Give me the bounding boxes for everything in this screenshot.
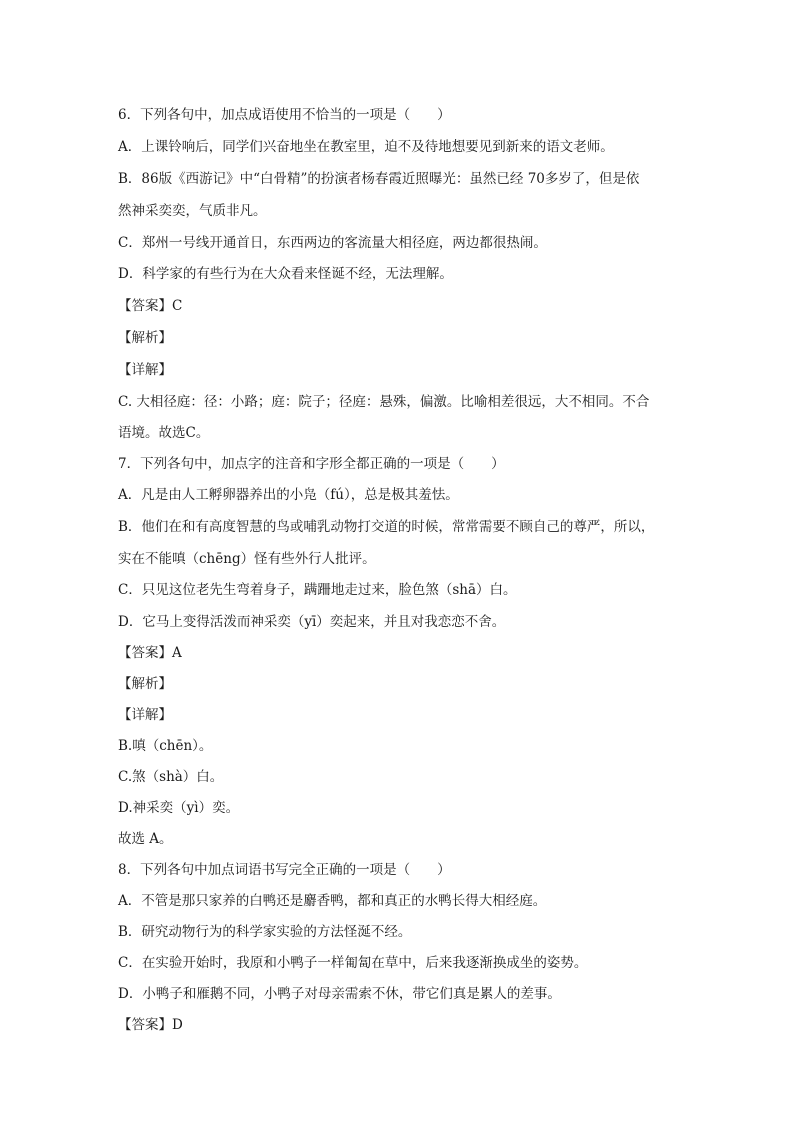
question-7-answer: 【答案】A <box>118 645 182 661</box>
question-6-stem: 6．下列各句中，加点成语使用不恰当的一项是（ ） <box>118 107 451 123</box>
question-7-option-b-line-2: 实在不能嗔（chēng）怪有些外行人批评。 <box>118 551 376 567</box>
question-7-stem: 7．下列各句中，加点字的注音和字形全都正确的一项是（ ） <box>118 456 505 472</box>
question-8-option-c: C．在实验开始时，我原和小鸭子一样匍匐在草中，后来我逐渐换成坐的姿势。 <box>118 955 588 971</box>
question-8-answer: 【答案】D <box>118 1017 183 1033</box>
question-7-explanation-d: D.神采奕（yì）奕。 <box>118 800 240 816</box>
question-6-option-c: C．郑州一号线开通首日，东西两边的客流量大相径庭，两边都很热闹。 <box>118 235 547 251</box>
question-7-conclusion: 故选 A。 <box>118 831 173 847</box>
question-6-answer: 【答案】C <box>118 298 183 314</box>
question-6-option-b-line-1: B．86版《西游记》中“白骨精”的扮演者杨春霞近照曝光：虽然已经 70多岁了，但是依 <box>118 171 640 187</box>
question-7-option-a: A．凡是由人工孵卵器养出的小凫（fú），总是极其羞怯。 <box>118 487 459 503</box>
question-6-explanation-line-1: C. 大相径庭：径：小路；庭：院子；径庭：悬殊，偏激。比喻相差很远，大不相同。不合 <box>118 394 650 410</box>
question-6-option-a: A．上课铃响后，同学们兴奋地坐在教室里，迫不及待地想要见到新来的语文老师。 <box>118 139 614 155</box>
question-6-option-d: D．科学家的有些行为在大众看来怪诞不经，无法理解。 <box>118 266 453 282</box>
question-7-option-c: C．只见这位老先生弯着身子，蹒跚地走过来，脸色煞（shā）白。 <box>118 582 517 598</box>
question-8-option-b: B．研究动物行为的科学家实验的方法怪涎不经。 <box>118 924 412 940</box>
question-8-option-a: A．不管是那只家养的白鸭还是麝香鸭，都和真正的水鸭长得大相经庭。 <box>118 893 547 909</box>
question-8-stem: 8．下列各句中加点词语书写完全正确的一项是（ ） <box>118 862 451 878</box>
question-6-option-b-line-2: 然神采奕奕，气质非凡。 <box>118 203 267 219</box>
question-6-analysis-heading: 【解析】 <box>118 330 172 346</box>
question-7-explanation-b: B.嗔（chēn）。 <box>118 738 213 754</box>
question-6-explanation-line-2: 语境。故选C。 <box>118 425 210 441</box>
question-7-analysis-heading: 【解析】 <box>118 676 172 692</box>
question-7-option-b-line-1: B．他们在和有高度智慧的鸟或哺乳动物打交道的时候，常常需要不顾自己的尊严，所以， <box>118 519 655 535</box>
question-7-explanation-c: C.煞（shà）白。 <box>118 769 224 785</box>
question-7-option-d: D．它马上变得活泼而神采奕（yī）奕起来，并且对我恋恋不舍。 <box>118 614 506 630</box>
question-7-detail-heading: 【详解】 <box>118 707 172 723</box>
question-6-detail-heading: 【详解】 <box>118 362 172 378</box>
question-8-option-d: D．小鸭子和雁鹅不同，小鸭子对母亲需索不休，带它们真是累人的差事。 <box>118 986 561 1002</box>
